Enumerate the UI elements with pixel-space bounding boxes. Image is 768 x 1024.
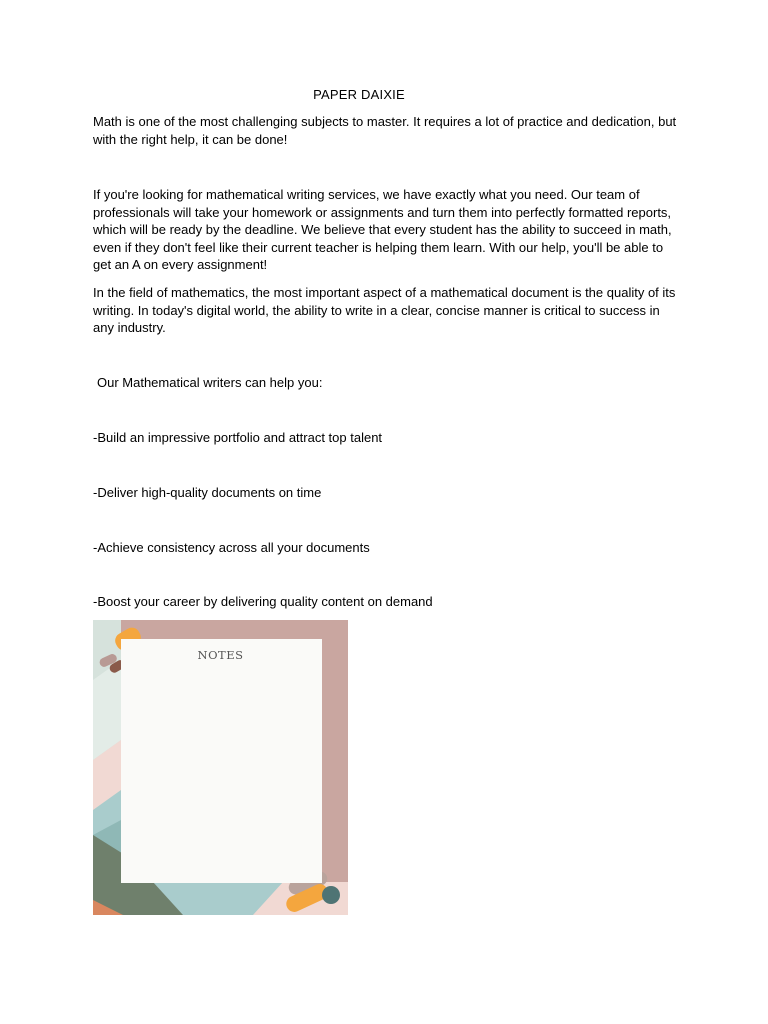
list-item: -Achieve consistency across all your documents	[93, 540, 370, 555]
list-item: -Build an impressive portfolio and attract top talent	[93, 430, 383, 445]
notes-paper	[121, 639, 322, 883]
paragraph-intro: Math is one of the most challenging subjects to master. It requires a lot of practice and dedication, but with the right help, it can be done!	[93, 114, 677, 147]
document-title: PAPER DAIXIE	[313, 87, 405, 102]
notes-card-image	[93, 620, 348, 915]
list-item: -Boost your career by delivering quality content on demand	[93, 594, 433, 609]
list-item: -Deliver high-quality documents on time	[93, 485, 322, 500]
notes-label: NOTES	[197, 648, 244, 662]
paragraph-list-intro: Our Mathematical writers can help you:	[97, 375, 323, 390]
paragraph-services: If you're looking for mathematical writing services, we have exactly what you need. Our team of professionals will take your homework or assignments and turn them into perfectly formatted reports, which will be ready by the deadline. We believe that every student has the ability to succeed in math, even if they don't feel like their current teacher is helping them learn. With our help, you'll be able to get an A on every assignment!	[93, 187, 672, 272]
paragraph-writing-quality: In the field of mathematics, the most important aspect of a mathematical document is the quality of its writing. In today's digital world, the ability to write in a clear, concise manner is critical to success in any industry.	[93, 285, 676, 335]
